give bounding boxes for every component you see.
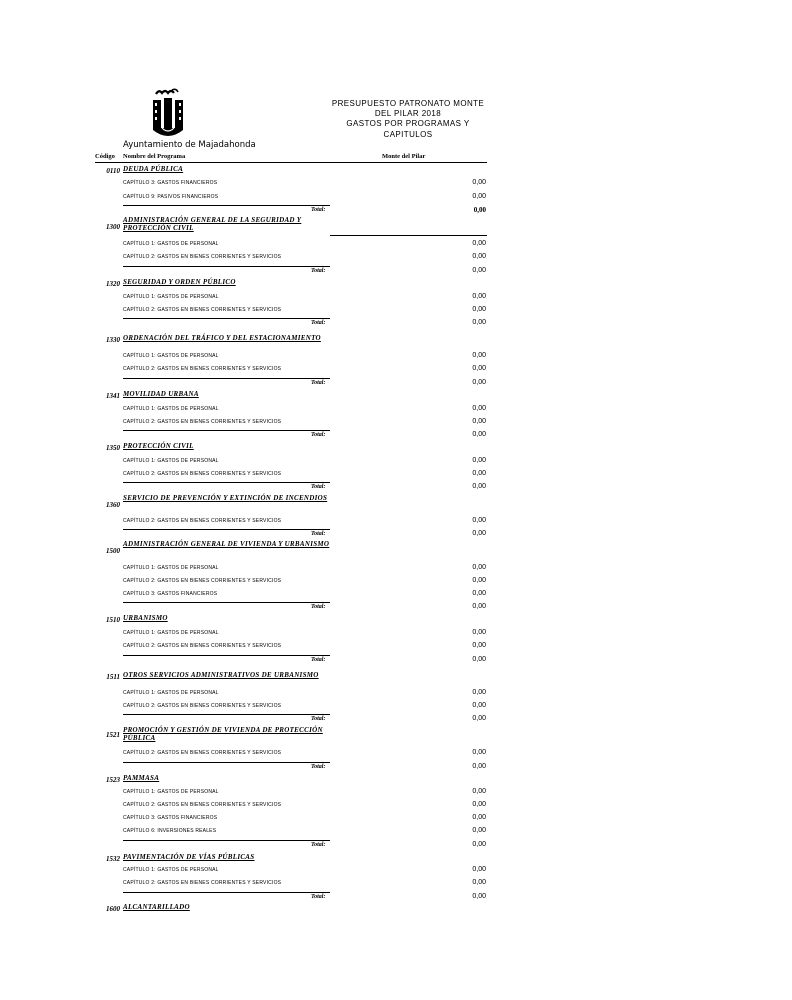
title-line: CAPITULOS	[383, 129, 433, 139]
chapter-label: CAPÍTULO 1: GASTOS DE PERSONAL	[123, 458, 219, 464]
chapter-amount: 0,00	[472, 590, 486, 597]
program-name: PAVIMENTACIÓN DE VÍAS PÚBLICAS	[123, 853, 255, 861]
chapter-amount: 0,00	[472, 642, 486, 649]
column-header-code: Código	[95, 153, 115, 160]
title-line: DEL PILAR 2018	[374, 109, 442, 119]
program-code: 1521	[106, 731, 120, 739]
program-name: PROMOCIÓN Y GESTIÓN DE VIVIENDA DE PROTECCIÓN PÚBLICA	[123, 726, 323, 742]
chapter-amount: 0,00	[472, 352, 486, 359]
chapter-amount: 0,00	[472, 418, 486, 425]
chapter-amount: 0,00	[472, 365, 486, 372]
chapter-label: CAPÍTULO 1: GASTOS DE PERSONAL	[123, 630, 219, 636]
total-rule	[123, 205, 330, 206]
chapter-amount: 0,00	[472, 577, 486, 584]
chapter-label: CAPÍTULO 2: GASTOS EN BIENES CORRIENTES Y SERVICIOS	[123, 703, 282, 709]
chapter-label: CAPÍTULO 1: GASTOS DE PERSONAL	[123, 241, 219, 247]
program-code: 1330	[106, 336, 120, 344]
total-rule	[123, 266, 330, 267]
chapter-label: CAPÍTULO 3: GASTOS FINANCIEROS	[123, 815, 218, 821]
header-divider	[95, 162, 487, 163]
total-rule	[123, 430, 330, 431]
total-rule	[123, 529, 330, 530]
total-rule	[123, 378, 330, 379]
chapter-amount: 0,00	[472, 470, 486, 477]
program-code: 1341	[106, 392, 120, 400]
total-amount: 0,00	[472, 603, 486, 610]
total-label: Total:	[311, 268, 326, 274]
chapter-amount: 0,00	[472, 564, 486, 571]
total-amount: 0,00	[473, 206, 486, 214]
chapter-amount: 0,00	[472, 193, 486, 200]
total-rule	[123, 892, 330, 893]
program-code: 1320	[106, 280, 120, 288]
chapter-amount: 0,00	[472, 866, 486, 873]
total-label: Total:	[311, 432, 326, 438]
total-amount: 0,00	[472, 319, 486, 326]
chapter-amount: 0,00	[472, 702, 486, 709]
total-label: Total:	[311, 531, 326, 537]
chapter-label: CAPÍTULO 1: GASTOS DE PERSONAL	[123, 789, 219, 795]
program-code: 1600	[106, 905, 120, 913]
chapter-label: CAPÍTULO 2: GASTOS EN BIENES CORRIENTES Y SERVICIOS	[123, 643, 282, 649]
chapter-label: CAPÍTULO 2: GASTOS EN BIENES CORRIENTES Y SERVICIOS	[123, 366, 282, 372]
chapter-label: CAPÍTULO 1: GASTOS DE PERSONAL	[123, 353, 219, 359]
program-name: ADMINISTRACIÓN GENERAL DE VIVIENDA Y URBANISMO	[123, 540, 330, 548]
total-label: Total:	[311, 716, 326, 722]
chapter-label: CAPÍTULO 2: GASTOS EN BIENES CORRIENTES Y SERVICIOS	[123, 419, 282, 425]
program-name: SERVICIO DE PREVENCIÓN Y EXTINCIÓN DE INCENDIOS	[123, 494, 328, 502]
column-header-amount: Monte del Pilar	[382, 153, 426, 160]
total-amount: 0,00	[472, 715, 486, 722]
total-amount: 0,00	[472, 267, 486, 274]
total-rule	[123, 482, 330, 483]
total-label: Total:	[311, 604, 326, 610]
chapter-label: CAPÍTULO 2: GASTOS EN BIENES CORRIENTES Y SERVICIOS	[123, 578, 282, 584]
total-amount: 0,00	[472, 530, 486, 537]
chapter-amount: 0,00	[472, 240, 486, 247]
title-line: PRESUPUESTO PATRONATO MONTE	[331, 99, 485, 108]
section-divider	[330, 235, 487, 236]
chapter-label: CAPÍTULO 3: GASTOS FINANCIEROS	[123, 180, 218, 186]
total-amount: 0,00	[472, 763, 486, 770]
program-code: 1360	[106, 501, 120, 509]
chapter-amount: 0,00	[472, 788, 486, 795]
chapter-amount: 0,00	[472, 879, 486, 886]
program-code: 1511	[106, 673, 120, 681]
program-code: 1300	[106, 223, 120, 231]
chapter-label: CAPÍTULO 6: INVERSIONES REALES	[123, 828, 217, 834]
chapter-label: CAPÍTULO 1: GASTOS DE PERSONAL	[123, 867, 219, 873]
total-label: Total:	[311, 764, 326, 770]
total-label: Total:	[311, 894, 326, 900]
chapter-label: CAPÍTULO 2: GASTOS EN BIENES CORRIENTES Y SERVICIOS	[123, 254, 282, 260]
chapter-label: CAPÍTULO 9: PASIVOS FINANCIEROS	[123, 194, 219, 200]
org-name: Ayuntamiento de Majadahonda	[123, 140, 256, 150]
total-label: Total:	[311, 842, 326, 848]
total-label: Total:	[311, 380, 326, 386]
chapter-amount: 0,00	[472, 253, 486, 260]
chapter-label: CAPÍTULO 2: GASTOS EN BIENES CORRIENTES Y SERVICIOS	[123, 518, 282, 524]
chapter-amount: 0,00	[472, 405, 486, 412]
chapter-label: CAPÍTULO 2: GASTOS EN BIENES CORRIENTES Y SERVICIOS	[123, 471, 282, 477]
program-code: 1500	[106, 547, 120, 555]
program-name: SEGURIDAD Y ORDEN PÚBLICO	[123, 278, 236, 286]
total-rule	[123, 318, 330, 319]
chapter-label: CAPÍTULO 2: GASTOS EN BIENES CORRIENTES Y SERVICIOS	[123, 802, 282, 808]
program-name: PROTECCIÓN CIVIL	[123, 442, 194, 450]
program-name: MOVILIDAD URBANA	[123, 390, 199, 398]
program-name: PAMMASA	[123, 774, 160, 782]
chapter-amount: 0,00	[472, 689, 486, 696]
program-code: 0110	[106, 167, 120, 175]
total-amount: 0,00	[472, 893, 486, 900]
chapter-label: CAPÍTULO 1: GASTOS DE PERSONAL	[123, 406, 219, 412]
majadahonda-logo-icon	[150, 88, 186, 140]
total-rule	[123, 714, 330, 715]
chapter-label: CAPÍTULO 3: GASTOS FINANCIEROS	[123, 591, 218, 597]
total-rule	[123, 655, 330, 656]
total-label: Total:	[311, 320, 326, 326]
report-title	[330, 99, 486, 140]
total-amount: 0,00	[472, 841, 486, 848]
total-rule	[123, 840, 330, 841]
chapter-amount: 0,00	[472, 814, 486, 821]
program-name: URBANISMO	[123, 614, 168, 622]
program-code: 1532	[106, 855, 120, 863]
program-name: OTROS SERVICIOS ADMINISTRATIVOS DE URBANISMO	[123, 671, 319, 679]
chapter-label: CAPÍTULO 1: GASTOS DE PERSONAL	[123, 294, 219, 300]
chapter-amount: 0,00	[472, 827, 486, 834]
chapter-amount: 0,00	[472, 749, 486, 756]
program-code: 1523	[106, 776, 120, 784]
chapter-label: CAPÍTULO 2: GASTOS EN BIENES CORRIENTES Y SERVICIOS	[123, 307, 282, 313]
chapter-label: CAPÍTULO 1: GASTOS DE PERSONAL	[123, 565, 219, 571]
chapter-label: CAPÍTULO 2: GASTOS EN BIENES CORRIENTES Y SERVICIOS	[123, 880, 282, 886]
program-code: 1510	[106, 616, 120, 624]
total-amount: 0,00	[472, 656, 486, 663]
total-label: Total:	[311, 207, 326, 213]
chapter-label: CAPÍTULO 2: GASTOS EN BIENES CORRIENTES Y SERVICIOS	[123, 750, 282, 756]
program-name: DEUDA PÚBLICA	[123, 165, 184, 173]
program-name: ORDENACIÓN DEL TRÁFICO Y DEL ESTACIONAMIENTO	[123, 334, 321, 342]
chapter-amount: 0,00	[472, 457, 486, 464]
program-name: ALCANTARILLADO	[123, 903, 190, 911]
chapter-label: CAPÍTULO 1: GASTOS DE PERSONAL	[123, 690, 219, 696]
title-line: GASTOS POR PROGRAMAS Y	[346, 119, 470, 129]
total-label: Total:	[311, 484, 326, 490]
total-label: Total:	[311, 657, 326, 663]
total-amount: 0,00	[472, 483, 486, 490]
chapter-amount: 0,00	[472, 801, 486, 808]
chapter-amount: 0,00	[472, 629, 486, 636]
chapter-amount: 0,00	[472, 306, 486, 313]
total-amount: 0,00	[472, 431, 486, 438]
chapter-amount: 0,00	[472, 293, 486, 300]
chapter-amount: 0,00	[472, 517, 486, 524]
total-amount: 0,00	[472, 379, 486, 386]
total-rule	[123, 602, 330, 603]
program-code: 1350	[106, 444, 120, 452]
total-rule	[123, 762, 330, 763]
column-header-name: Nombre del Programa	[123, 153, 186, 160]
chapter-amount: 0,00	[472, 179, 486, 186]
program-name: ADMINISTRACIÓN GENERAL DE LA SEGURIDAD Y PROTECCIÓN CIVIL	[123, 216, 302, 232]
